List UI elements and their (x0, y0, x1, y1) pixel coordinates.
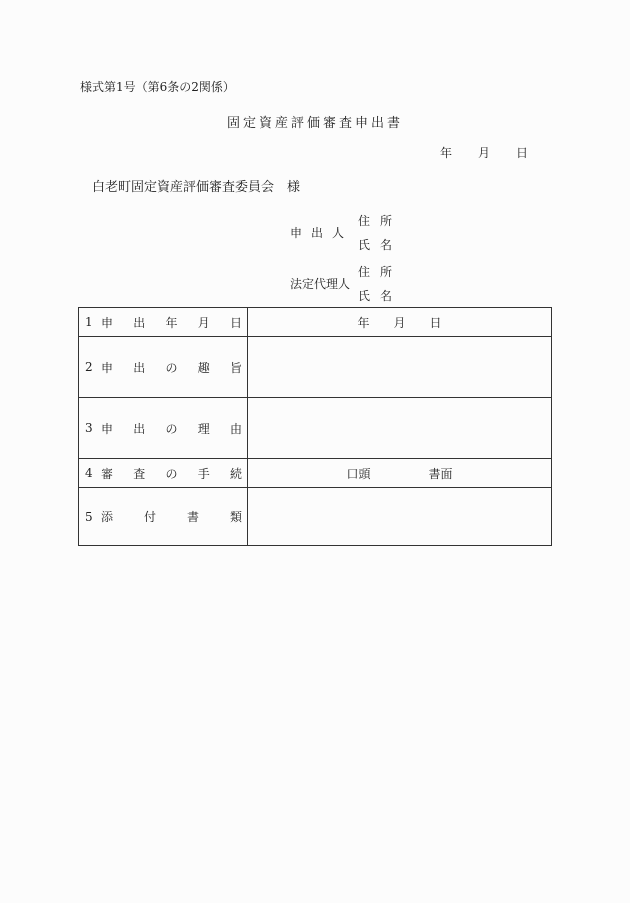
row-label-char: 書 (186, 510, 199, 524)
applicant-name-label: 氏名 (358, 238, 403, 252)
date-year-label: 年 (440, 146, 453, 160)
row-label-char: の (165, 421, 178, 436)
row-number: 5 (85, 509, 93, 524)
row-number: 2 (85, 360, 93, 374)
document-title: 固定資産評価審査申出書 (226, 116, 403, 131)
agent-address-label: 住所 (358, 265, 403, 279)
row-label-char: の (165, 360, 178, 375)
oral-option[interactable]: 口頭 (346, 466, 371, 481)
applicant-address-label: 住所 (358, 214, 403, 228)
row-label (101, 359, 242, 376)
row-label-char: 申 (101, 315, 114, 330)
row-label-char: 理 (197, 421, 210, 436)
app-date-day: 日 (429, 315, 442, 330)
row-number: 4 (85, 466, 93, 480)
row-label-char: 付 (143, 510, 156, 524)
row-label (101, 508, 242, 525)
procedure-options (248, 465, 551, 482)
row-label-char: 査 (133, 466, 146, 481)
agent-name-label: 氏名 (358, 289, 403, 303)
row-label-char: 日 (229, 315, 242, 330)
row-label-char: 月 (197, 315, 210, 330)
row-label-char: 申 (101, 421, 114, 436)
table-row (79, 488, 552, 546)
date-month-label: 月 (478, 146, 491, 160)
row-label-char: 由 (229, 421, 242, 436)
table-row (79, 337, 552, 398)
row-label-cell (79, 308, 248, 337)
addressee: 白老町固定資産評価審査委員会 様 (92, 180, 301, 195)
table-row (79, 308, 552, 337)
applicant-label: 申出人 (290, 226, 354, 240)
row-label-char: 趣 (197, 360, 210, 375)
row-number: 1 (85, 315, 93, 329)
date-day-label: 日 (516, 146, 529, 160)
row-label-char: 手 (197, 466, 210, 481)
row-label-char: 出 (133, 315, 146, 330)
app-date-month: 月 (393, 315, 406, 330)
app-date-year: 年 (357, 315, 370, 330)
row-label-char: 添 (101, 510, 114, 524)
row-label-char: 年 (165, 315, 178, 330)
row-label-char: 申 (101, 360, 114, 375)
row-label (101, 465, 242, 482)
reason-field[interactable] (248, 398, 552, 459)
application-form-table (78, 307, 552, 546)
form-number: 様式第1号（第6条の2関係） (80, 80, 235, 94)
row-label-cell (79, 398, 248, 459)
row-label (101, 420, 242, 437)
row-label-char: 出 (133, 360, 146, 375)
filing-date-line (440, 144, 528, 161)
legal-agent-label: 法定代理人 (290, 277, 351, 291)
row-label-char: 出 (133, 421, 146, 436)
written-option[interactable]: 書面 (428, 466, 453, 481)
table-row (79, 398, 552, 459)
row-label-char: 審 (101, 466, 114, 481)
procedure-field (248, 459, 552, 488)
attachments-field[interactable] (248, 488, 552, 546)
row-label-cell (79, 488, 248, 546)
application-date-value (248, 314, 551, 331)
row-label-char: 類 (229, 510, 242, 524)
row-label-char: の (165, 466, 178, 481)
row-label-char: 続 (229, 466, 242, 481)
purpose-field[interactable] (248, 337, 552, 398)
row-label-char: 旨 (229, 360, 242, 375)
table-row (79, 459, 552, 488)
row-label (101, 314, 242, 331)
application-date-field[interactable] (248, 308, 552, 337)
row-number: 3 (85, 421, 93, 435)
row-label-cell (79, 459, 248, 488)
row-label-cell (79, 337, 248, 398)
